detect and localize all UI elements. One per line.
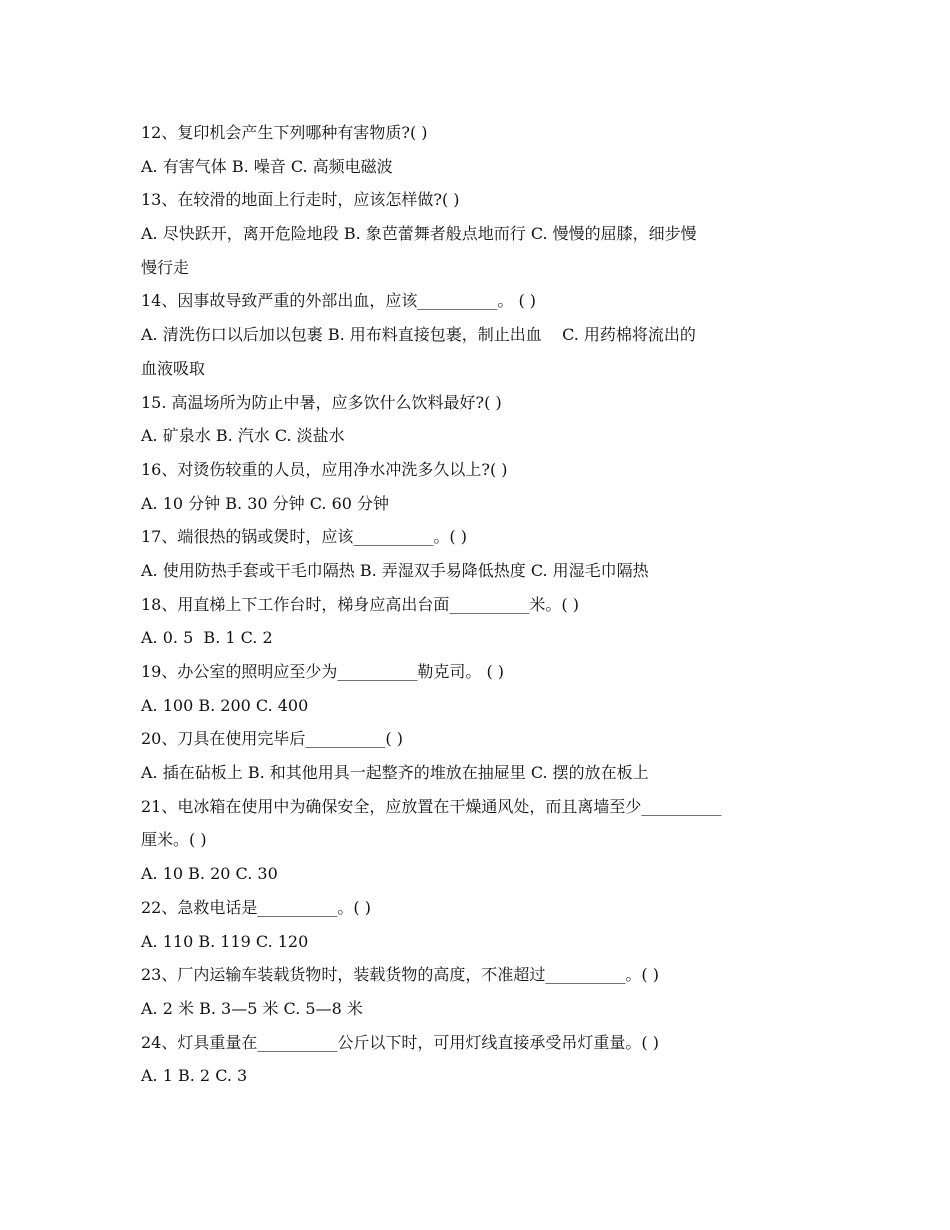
question-21-continued: 厘米。( ): [141, 830, 207, 850]
options-20: A. 插在砧板上 B. 和其他用具一起整齐的堆放在抽屉里 C. 摆的放在板上: [141, 763, 649, 783]
question-20: 20、刀具在使用完毕后__________( ): [141, 729, 403, 749]
options-22: A. 110 B. 119 C. 120: [141, 931, 309, 951]
options-14: A. 清洗伤口以后加以包裹 B. 用布料直接包裹，制止出血 C. 用药棉将流出的: [141, 325, 696, 345]
question-12: 12、复印机会产生下列哪种有害物质?( ): [141, 123, 428, 142]
question-15: 15. 高温场所为防止中暑，应多饮什么饮料最好?( ): [141, 392, 502, 412]
options-17: A. 使用防热手套或干毛巾隔热 B. 弄湿双手易降低热度 C. 用湿毛巾隔热: [141, 560, 649, 580]
question-13: 13、在较滑的地面上行走时，应该怎样做?( ): [141, 190, 460, 210]
options-23: A. 2 米 B. 3—5 米 C. 5—8 米: [141, 998, 363, 1018]
options-12: A. 有害气体 B. 噪音 C. 高频电磁波: [141, 156, 393, 176]
question-18: 18、用直梯上下工作台时，梯身应高出台面__________米。( ): [141, 594, 579, 614]
options-16: A. 10 分钟 B. 30 分钟 C. 60 分钟: [141, 493, 390, 513]
question-list: [141, 116, 821, 1093]
question-24: 24、灯具重量在__________公斤以下时，可用灯线直接承受吊灯重量。( ): [141, 1032, 659, 1052]
question-19: 19、办公室的照明应至少为__________勒克司。 ( ): [141, 662, 505, 681]
options-18: A. 0. 5 B. 1 C. 2: [141, 628, 273, 648]
options-13: A. 尽快跃开，离开危险地段 B. 象芭蕾舞者般点地而行 C. 慢慢的屈膝，细步慢: [141, 224, 697, 244]
question-23: 23、厂内运输车装载货物时，装载货物的高度，不准超过__________。( ): [141, 965, 659, 985]
options-15: A. 矿泉水 B. 汽水 C. 淡盐水: [141, 426, 345, 446]
options-24: A. 1 B. 2 C. 3: [141, 1066, 248, 1086]
question-14: 14、因事故导致严重的外部出血，应该__________。 ( ): [141, 291, 537, 311]
options-21: A. 10 B. 20 C. 30: [141, 864, 278, 884]
question-16: 16、对烫伤较重的人员，应用净水冲洗多久以上?( ): [141, 459, 508, 479]
options-19: A. 100 B. 200 C. 400: [141, 695, 309, 715]
question-17: 17、端很热的锅或煲时，应该__________。( ): [141, 527, 467, 547]
options-14-continued: 血液吸取: [141, 358, 206, 378]
question-21: 21、电冰箱在使用中为确保安全，应放置在干燥通风处，而且离墙至少__________: [141, 796, 722, 816]
question-22: 22、急救电话是__________。( ): [141, 897, 371, 917]
options-13-continued: 慢行走: [141, 257, 190, 277]
